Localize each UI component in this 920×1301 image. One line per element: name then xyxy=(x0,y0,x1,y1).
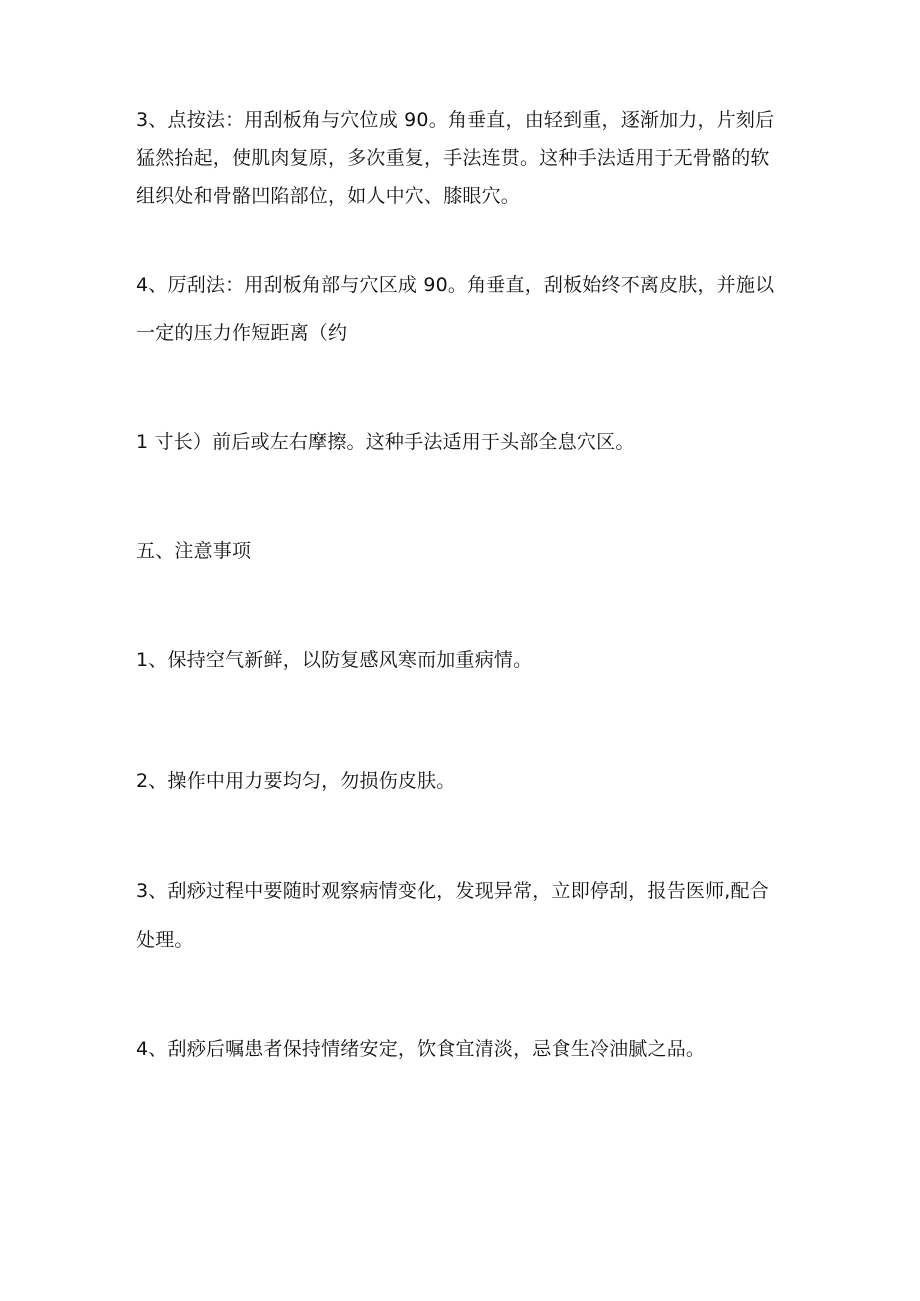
list-item: 1、保持空气新鲜，以防复感风寒而加重病情。 xyxy=(136,649,533,671)
text-line: 1 寸长）前后或左右摩擦。这种手法适用于头部全息穴区。 xyxy=(136,431,635,453)
text-line: 3、点按法：用刮板角与穴位成 90。角垂直，由轻到重，逐渐加力，片刻后 xyxy=(136,109,775,131)
text-line: 4、厉刮法：用刮板角部与穴区成 90。角垂直，刮板始终不离皮肤，并施以 xyxy=(136,274,775,296)
list-item: 3、刮痧过程中要随时观察病情变化，发现异常，立即停刮，报告医师,配合 xyxy=(136,880,769,902)
text-line: 组织处和骨骼凹陷部位，如人中穴、膝眼穴。 xyxy=(136,185,521,207)
text-line: 猛然抬起，使肌肉复原，多次重复，手法连贯。这种手法适用于无骨骼的软 xyxy=(136,147,770,169)
list-item-continuation: 处理。 xyxy=(136,929,194,951)
section-heading: 五、注意事项 xyxy=(136,540,252,562)
list-item: 4、刮痧后嘱患者保持情绪安定，饮食宜清淡，忌食生冷油腻之品。 xyxy=(136,1038,706,1060)
list-item: 2、操作中用力要均匀，勿损伤皮肤。 xyxy=(136,770,456,792)
text-line: 一定的压力作短距离（约 xyxy=(136,322,348,344)
